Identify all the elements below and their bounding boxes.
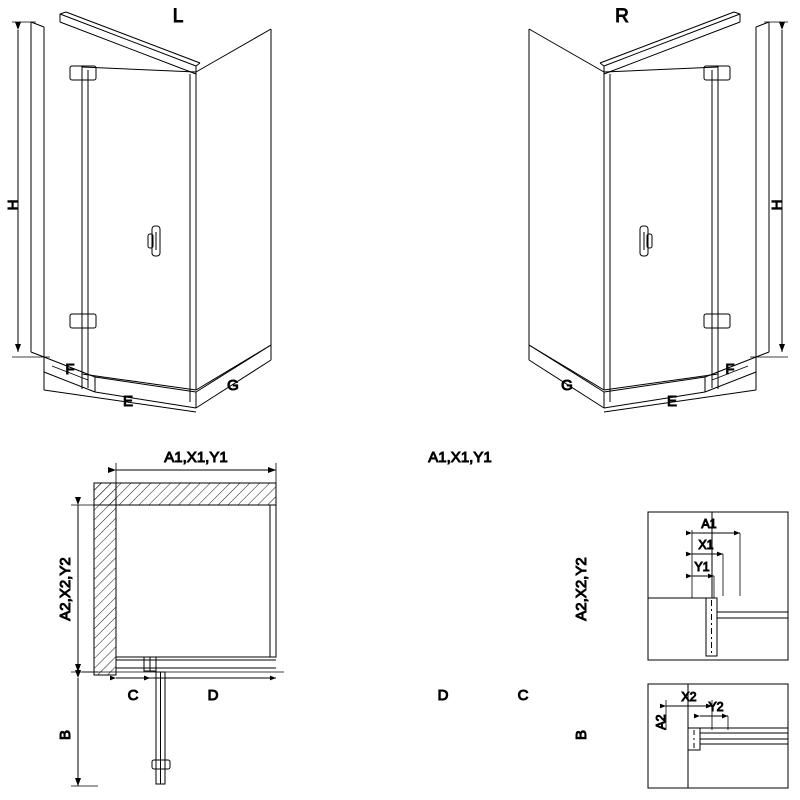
dim-label-A2X2Y2-right: A2,X2,Y2 [573, 557, 590, 621]
plan-right-labels [428, 449, 590, 740]
iso-right-view [529, 12, 788, 412]
dim-label-A1X1Y1-right: A1,X1,Y1 [428, 449, 492, 466]
detail-label-Y2: Y2 [708, 700, 724, 714]
door-handle-right [640, 226, 652, 256]
detail-label-A2: A2 [654, 714, 668, 730]
dim-label-F-left: F [65, 361, 75, 378]
detail-label-Y1: Y1 [694, 560, 710, 574]
detail-label-X2: X2 [681, 690, 697, 704]
view-title-left: L [172, 6, 184, 27]
dim-label-C-left: C [127, 687, 139, 704]
dim-label-A1X1Y1-left: A1,X1,Y1 [164, 449, 228, 466]
dim-label-H-right: H [769, 199, 786, 211]
dim-label-E-right: E [666, 393, 678, 410]
detail-label-X1: X1 [698, 538, 714, 552]
detail-top-profile [648, 512, 788, 660]
dim-label-F-right: F [725, 361, 735, 378]
plan-left-view [57, 449, 284, 786]
hinge-upper-left [70, 66, 96, 80]
dim-label-G-right: G [561, 377, 573, 394]
dim-label-B-left: B [57, 729, 74, 741]
dim-label-H-left: H [5, 199, 22, 211]
hinge-lower-left [70, 314, 96, 328]
dim-label-D-left: D [207, 687, 219, 704]
detail-bottom-profile [648, 684, 788, 788]
dim-label-C-right: C [517, 687, 529, 704]
dim-label-B-right: B [573, 729, 590, 741]
dim-label-D-right: D [437, 687, 449, 704]
view-title-right: R [615, 6, 629, 27]
dim-label-A2X2Y2-left: A2,X2,Y2 [57, 557, 74, 621]
door-handle-left [148, 226, 160, 256]
dim-label-E-left: E [122, 393, 134, 410]
iso-left-view [5, 6, 271, 412]
detail-label-A1: A1 [701, 517, 717, 531]
hinge-lower-right [704, 314, 730, 328]
hinge-upper-right [704, 66, 730, 80]
dim-label-G-left: G [227, 377, 239, 394]
